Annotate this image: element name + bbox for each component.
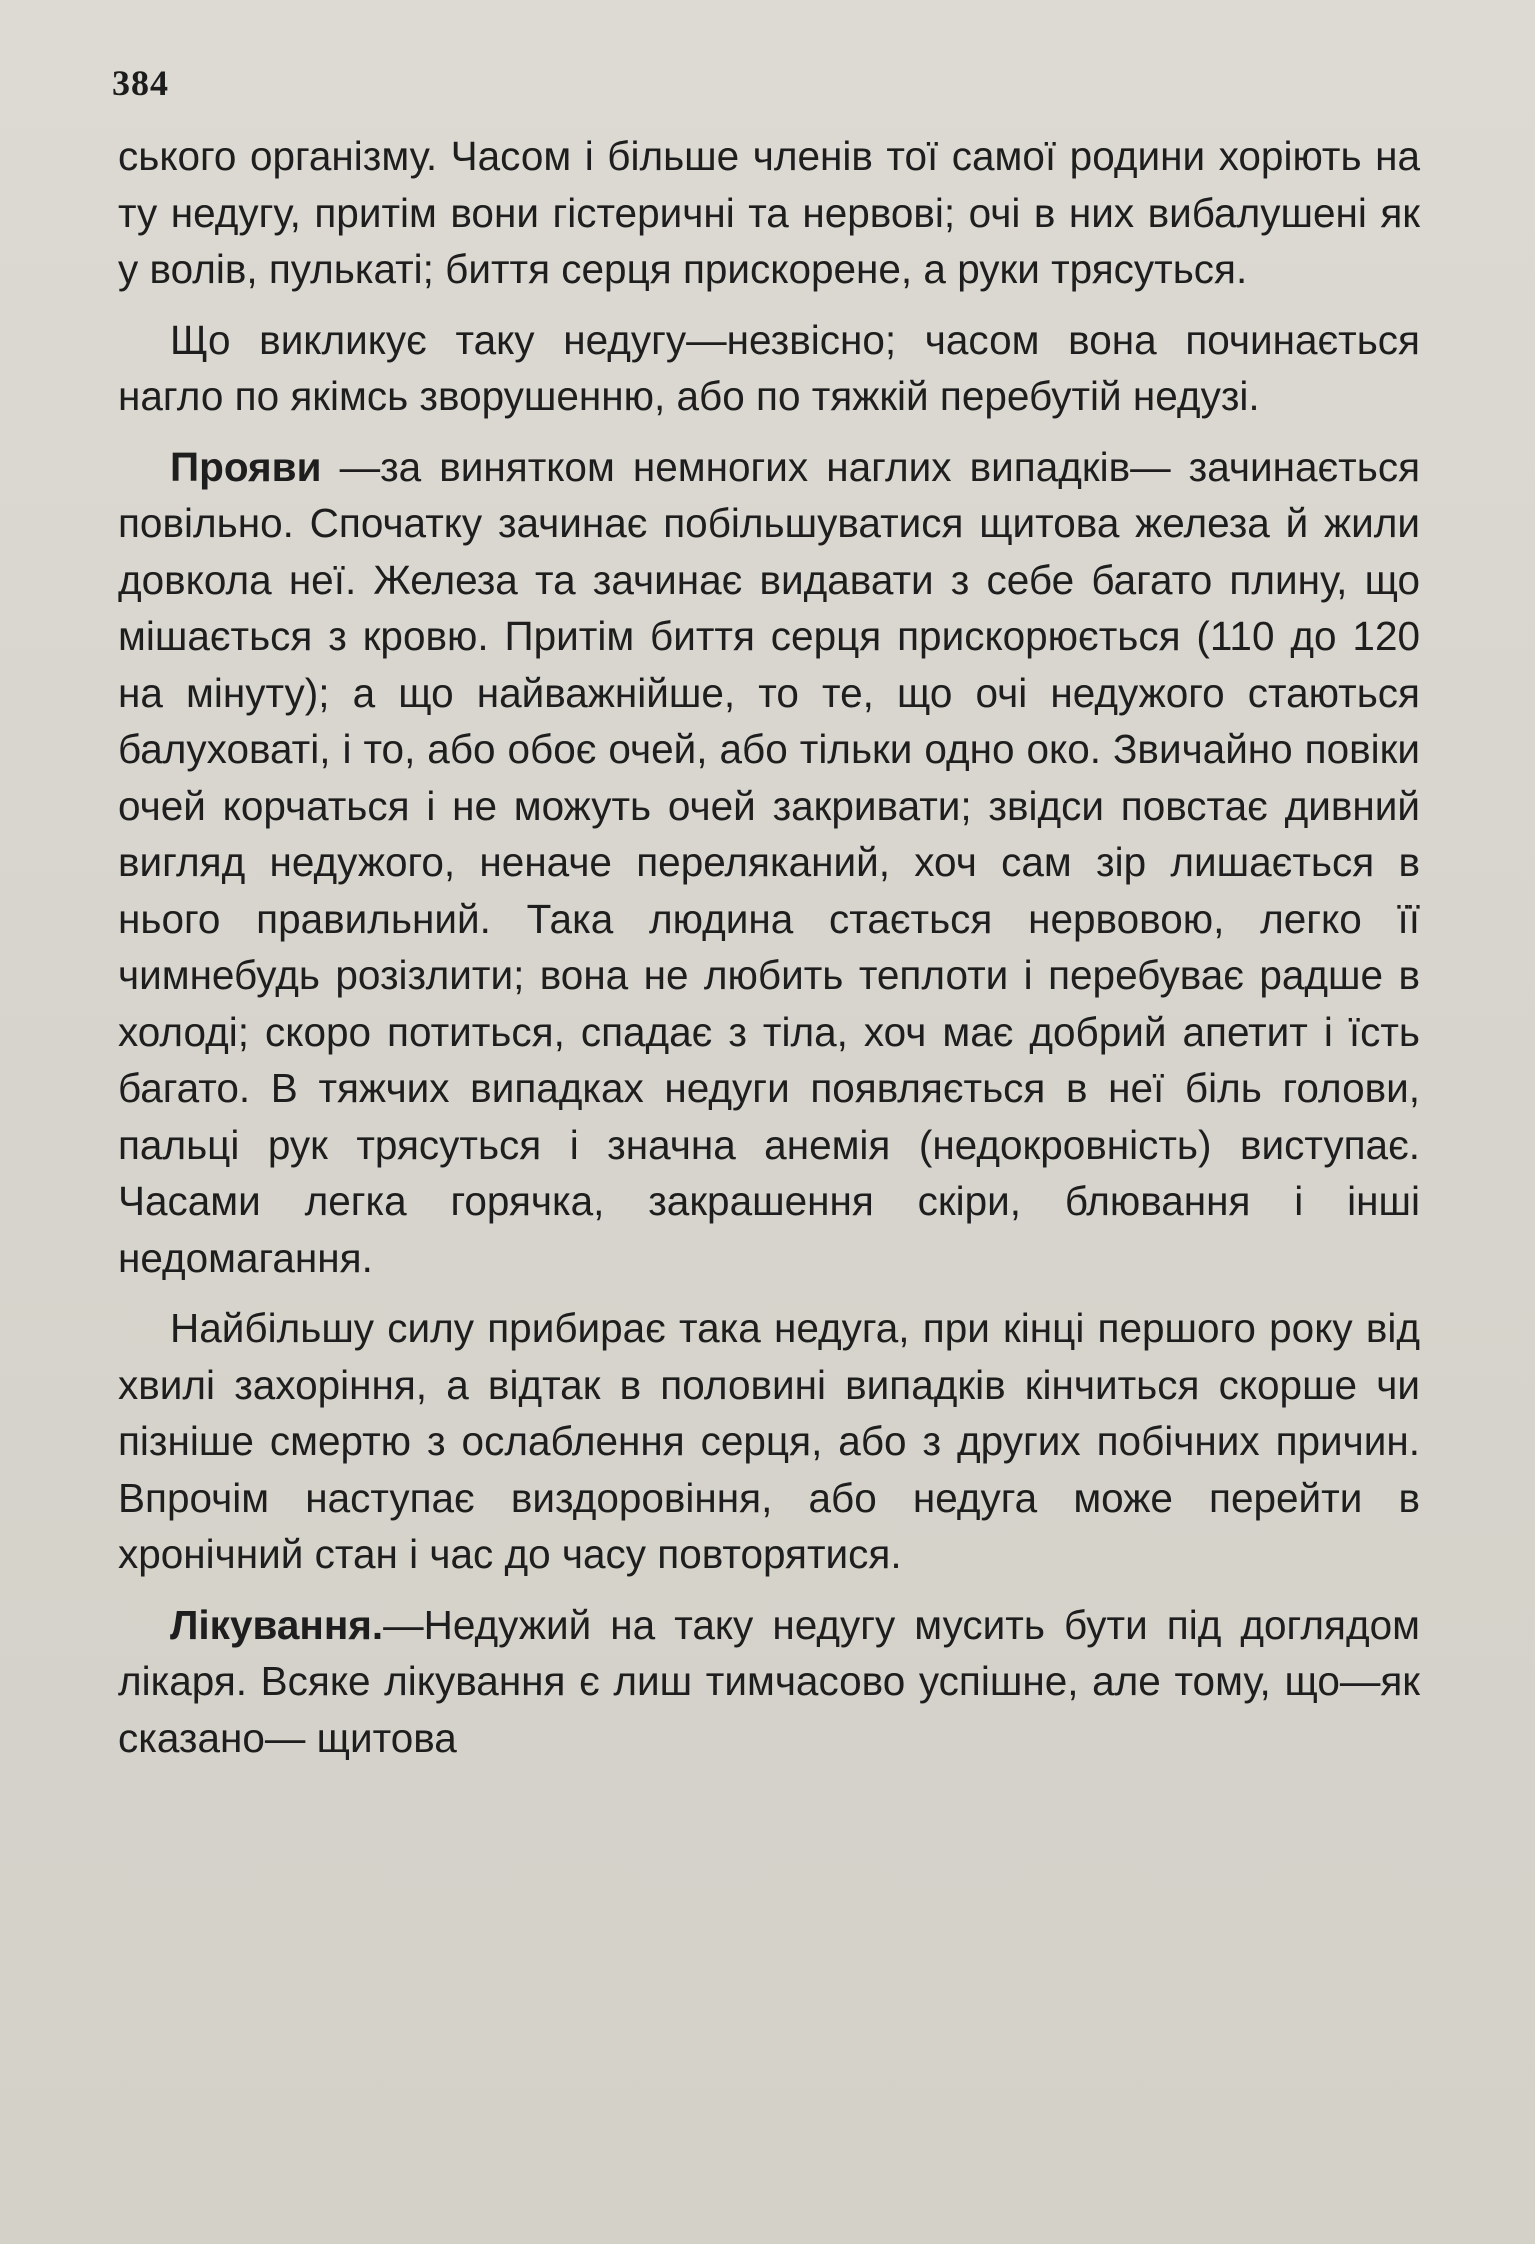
paragraph-course: Найбільшу силу прибирає така недуга, при кінці першого року від хвилі захоріння, а відтак в половині випадків кінчиться скорше чи пізніше смертю з ослаблення серця, або з других побічних причин. Впрочім наступає виздоровіння, або недуга може перейти в хронічний стан і час до часу повторятися. [118, 1305, 1420, 1577]
paragraph-continuation: ського організму. Часом і більше членів тої самої родини хоріють на ту недугу, притім вони гістеричні та нервові; очі в них вибалушені як у волів, пулькаті; биття серця прискорене, а руки трясуться. [118, 133, 1420, 292]
treatment-text: —Недужий на таку недугу мусить бути під доглядом лікаря. Всяке лікування є лиш тимчасово успішне, але тому, що—як сказано— щитова [118, 1601, 1420, 1761]
paragraph-causes: Що викликує таку недугу—незвісно; часом вона починається нагло по якімсь зворушенню, або по тяжкій перебутій недузі. [118, 316, 1420, 419]
paragraph-treatment [118, 1597, 1420, 1767]
symptoms-text: —за винятком немногих наглих випадків— зачинається повільно. Спочатку зачинає побільшуватися щитова железа й жили довкола неї. Железа та зачинає видавати з себе багато плину, що мішається з кровю. Притім биття серця прискорюється (110 до 120 на мінуту); а що найважнійше, то те, що очі недужого стаються балуховаті, і то, або обоє очей, або тільки одно око. Звичайно повіки очей корчаться і не можуть очей закривати; звідси повстає дивний вигляд недужого, неначе переляканий, хоч сам зір лишається в нього правильний. Така людина стається нервовою, легко її чимнебудь розізлити; вона не любить теплоти і перебуває радше в холоді; скоро потиться, спадає з тіла, хоч має добрий апетит і їсть багато. В тяжчих випадках недуги появляється в неї біль голови, пальці рук трясуться і значна анемія (недокровність) виступає. Часами легка горячка, закрашення скіри, блювання і інші недомагання. [118, 443, 1420, 1281]
symptoms-heading: Прояви [170, 443, 322, 490]
page-content [118, 128, 1420, 1766]
treatment-heading: Лікування. [170, 1601, 384, 1648]
page-number: 384 [112, 63, 169, 103]
paragraph-symptoms [118, 439, 1420, 1287]
